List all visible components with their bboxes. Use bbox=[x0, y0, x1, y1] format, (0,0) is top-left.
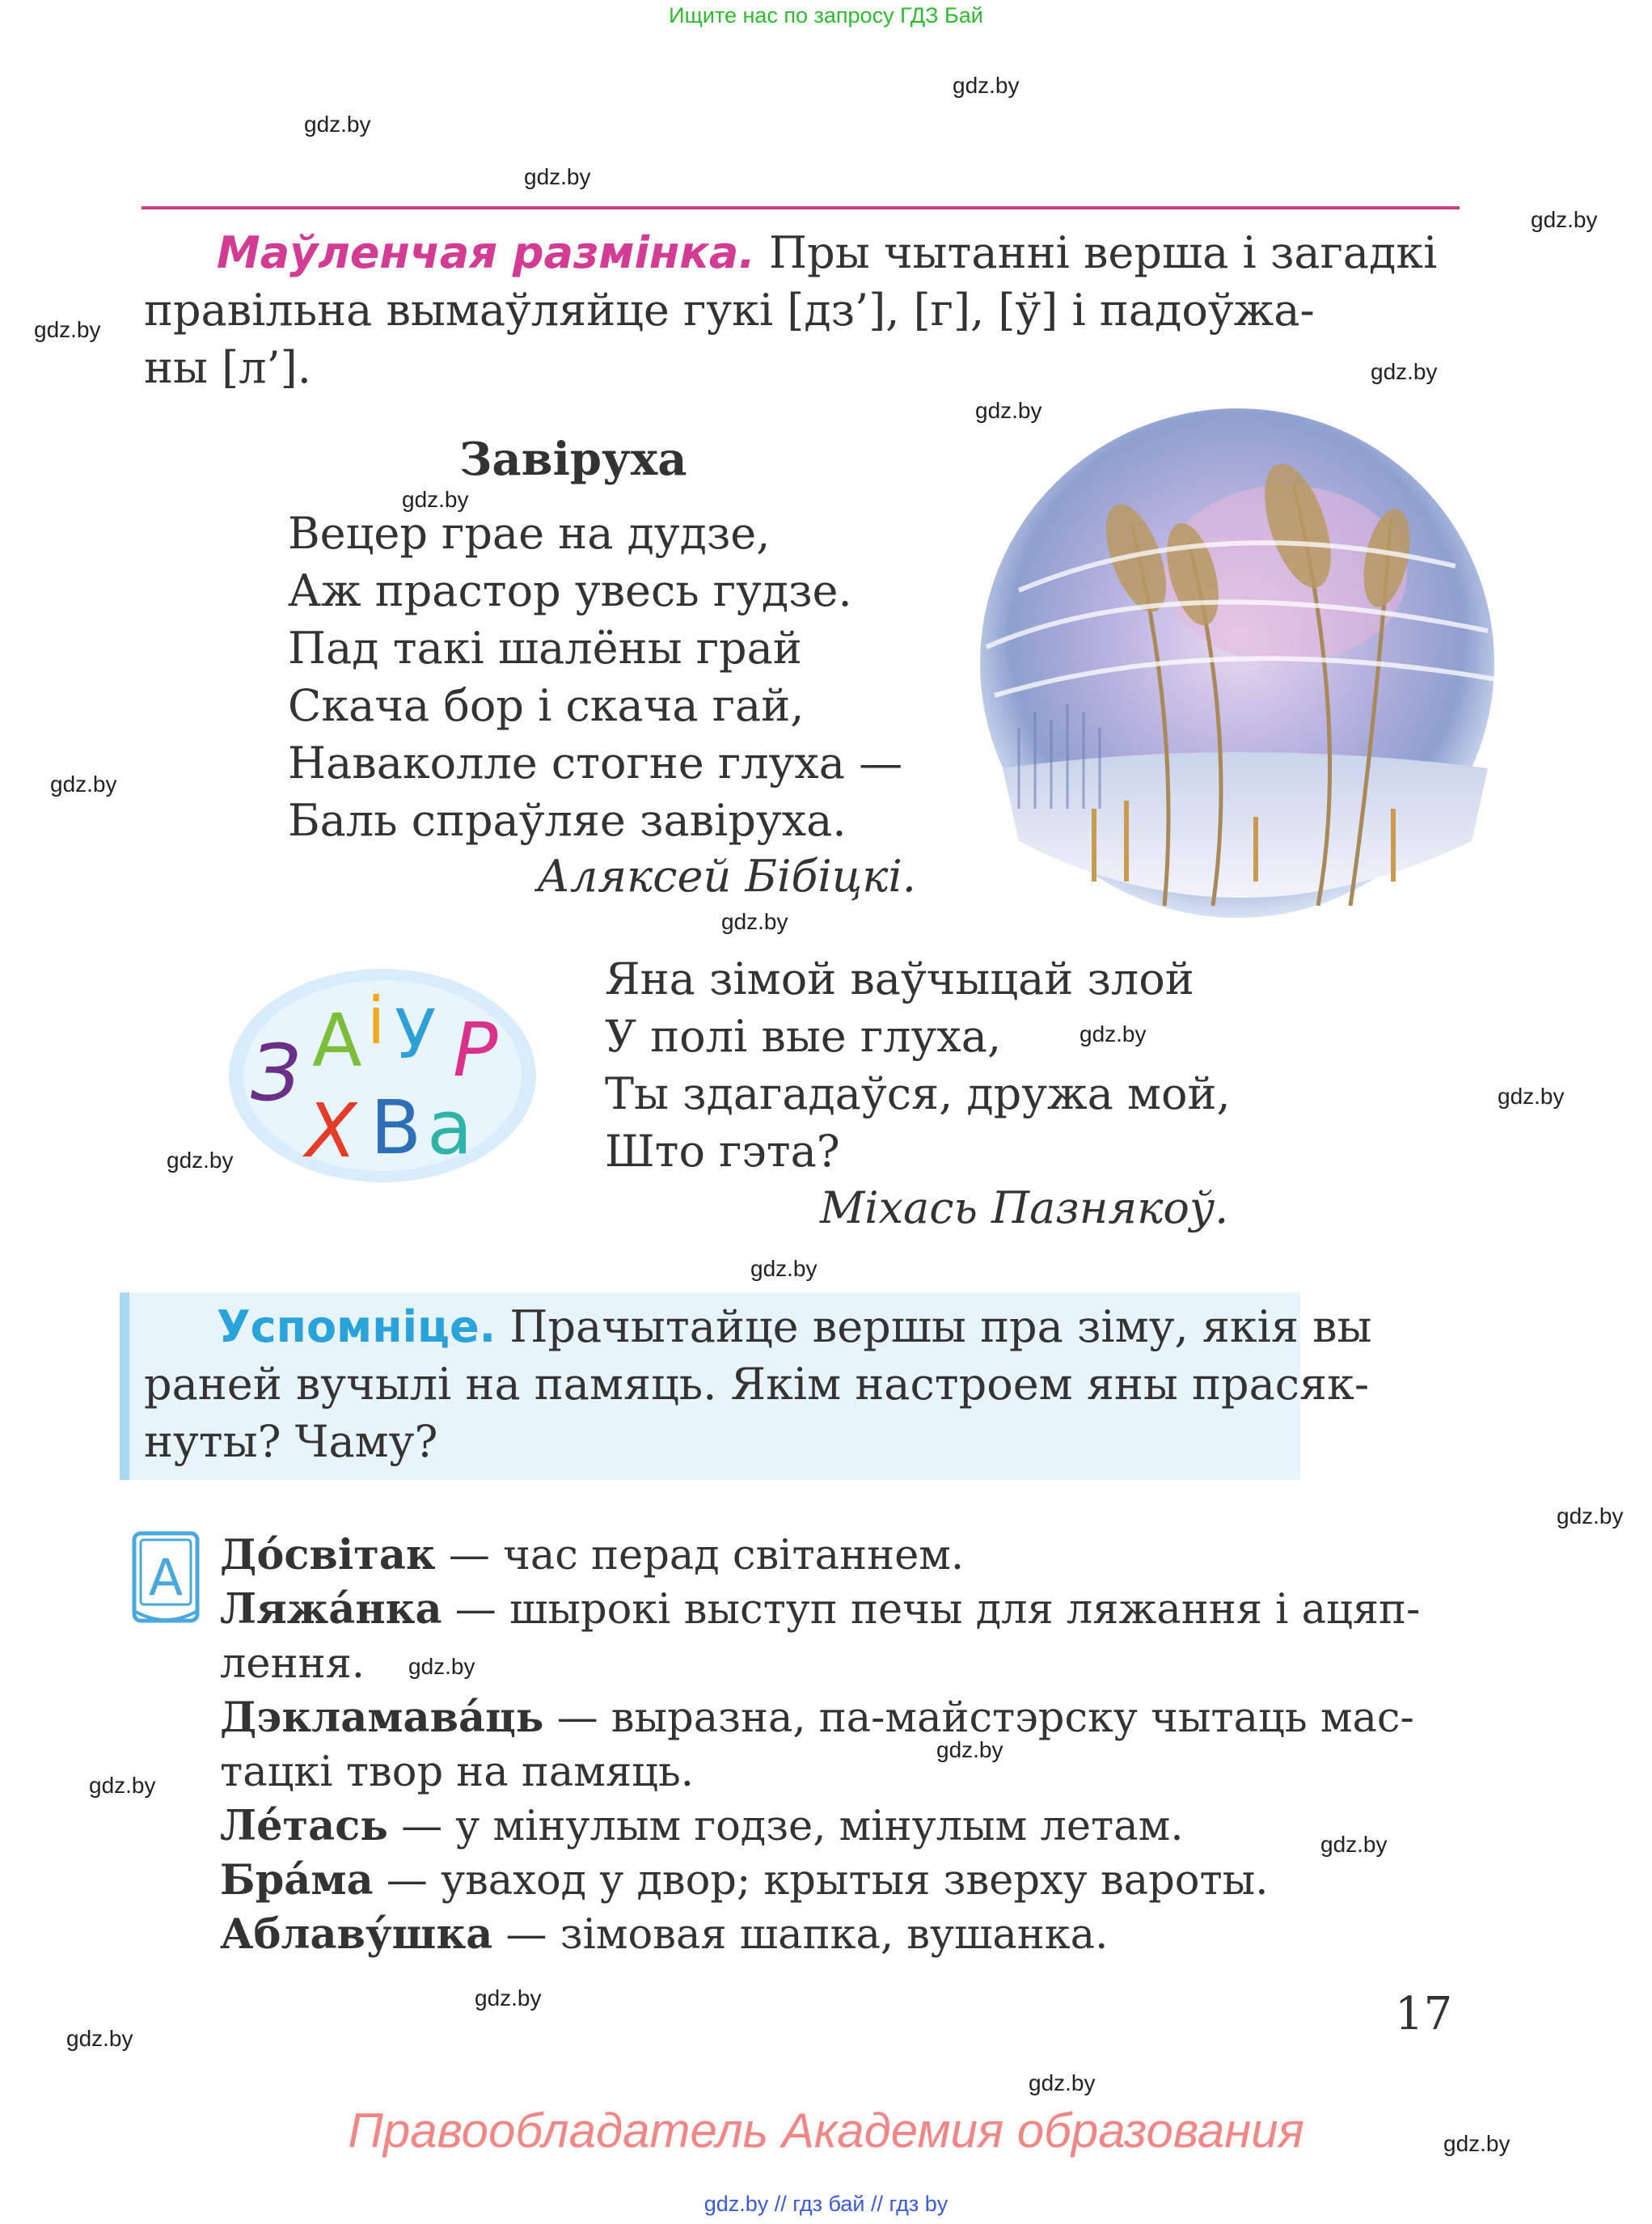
glossary-entry: Дэкламава́ць — выразна, па-майстэрску чытаць мас- bbox=[220, 1693, 1414, 1742]
badge-letter: Х bbox=[306, 1088, 357, 1174]
riddle-line: Ты здагадаўся, дружа мой, bbox=[605, 1068, 1231, 1119]
badge-letter: а bbox=[427, 1085, 473, 1171]
poem-title: Завіруха bbox=[459, 433, 687, 486]
glossary-entry: До́світак — час перад світаннем. bbox=[220, 1531, 965, 1579]
poem-line: Баль спраўляе завіруха. bbox=[288, 795, 847, 846]
watermark: gdz.by bbox=[975, 398, 1042, 423]
poem-line: Скача бор і скача гай, bbox=[288, 680, 805, 731]
badge-letter: В bbox=[370, 1085, 422, 1171]
riddle-author: Міхась Пазнякоў. bbox=[820, 1182, 1229, 1233]
remember-box-bar bbox=[120, 1292, 129, 1480]
top-search-note: Ищите нас по запросу ГДЗ Бай bbox=[669, 3, 983, 27]
poem-line: Пад такі шалёны грай bbox=[288, 623, 802, 674]
warmup-title: Маўленчая размінка. bbox=[217, 227, 755, 278]
watermark: gdz.by bbox=[524, 164, 591, 189]
badge-letter: А bbox=[312, 999, 362, 1084]
watermark: gdz.by bbox=[953, 73, 1020, 98]
glossary-entry-cont: тацкі твор на памяць. bbox=[220, 1748, 694, 1796]
poem-author: Аляксей Бібіцкі. bbox=[537, 851, 916, 902]
watermark: gdz.by bbox=[1080, 1021, 1147, 1046]
riddle-body bbox=[605, 950, 1231, 1180]
watermark: gdz.by bbox=[1371, 359, 1438, 384]
glossary-entry-cont: лення. bbox=[220, 1640, 365, 1688]
poem-line: Вецер грае на дудзе, bbox=[288, 508, 771, 559]
badge-letter: У bbox=[395, 995, 437, 1074]
watermark: gdz.by bbox=[66, 2026, 133, 2051]
watermark: gdz.by bbox=[1029, 2070, 1096, 2095]
watermark: gdz.by bbox=[1498, 1084, 1565, 1109]
badge-letter: і bbox=[367, 983, 386, 1059]
watermark: gdz.by bbox=[167, 1148, 234, 1173]
watermark: gdz.by bbox=[89, 1773, 156, 1798]
copyright-holder: Правообладатель Академия образования bbox=[348, 2103, 1304, 2158]
riddle-badge bbox=[225, 962, 540, 1189]
watermark: gdz.by bbox=[936, 1737, 1003, 1762]
watermark: gdz.by bbox=[475, 1985, 542, 2010]
page-number: 17 bbox=[1395, 1988, 1453, 2040]
watermark: gdz.by bbox=[1320, 1832, 1388, 1857]
watermark: gdz.by bbox=[304, 112, 371, 137]
watermark: gdz.by bbox=[34, 317, 101, 342]
section-divider bbox=[142, 206, 1460, 209]
remember-title: Успомніце. bbox=[217, 1301, 496, 1352]
riddle-line: Што гэта? bbox=[605, 1126, 840, 1177]
riddle-line: Яна зімой ваўчыцай злой bbox=[605, 953, 1194, 1004]
glossary-entry: Ле́тась — у мінулым годзе, мінулым летам. bbox=[220, 1802, 1184, 1850]
riddle-line: У полі вые глуха, bbox=[605, 1011, 1002, 1062]
glossary bbox=[220, 1528, 1457, 1962]
glossary-entry: Бра́ма — уваход у двор; крытыя зверху вароты. bbox=[220, 1856, 1269, 1905]
watermark: gdz.by bbox=[721, 909, 788, 934]
dictionary-icon bbox=[129, 1530, 204, 1629]
poem-line: Аж прастор увесь гудзе. bbox=[288, 565, 852, 616]
blizzard-illustration bbox=[970, 388, 1504, 954]
watermark: gdz.by bbox=[750, 1256, 818, 1281]
watermark: gdz.by bbox=[50, 772, 117, 797]
dictionary-letter: А bbox=[148, 1548, 184, 1607]
warmup-paragraph: Маўленчая размінка. Пры чытанні верша і загадкі правільна вымаўляйце гукі [дз’], [г], [ў] і падоўжа- ны [л’]. bbox=[144, 227, 1438, 393]
glossary-entry: Аблаву́шка — зімовая шапка, вушанка. bbox=[220, 1910, 1109, 1959]
glossary-entry: Ляжа́нка — шырокі выступ печы для ляжання і ацяп- bbox=[220, 1585, 1421, 1634]
watermark: gdz.by bbox=[1531, 207, 1598, 232]
watermark: gdz.by bbox=[1443, 2131, 1510, 2156]
watermark: gdz.by bbox=[402, 487, 469, 512]
poem-line: Наваколле стогне глуха — bbox=[288, 738, 903, 789]
badge-letter: Р bbox=[453, 1007, 498, 1093]
badge-letter: З bbox=[251, 1028, 301, 1118]
poem-body bbox=[288, 505, 902, 849]
footer-links[interactable]: gdz.by // гдз бай // гдз by bbox=[703, 2192, 949, 2216]
watermark: gdz.by bbox=[1557, 1503, 1624, 1528]
watermark: gdz.by bbox=[408, 1654, 475, 1679]
remember-paragraph: Успомніце. Прачытайце вершы пра зіму, якія вы раней вучылі на памяць. Якім настроем яны прасяк- нуты? Чаму? bbox=[144, 1301, 1372, 1467]
